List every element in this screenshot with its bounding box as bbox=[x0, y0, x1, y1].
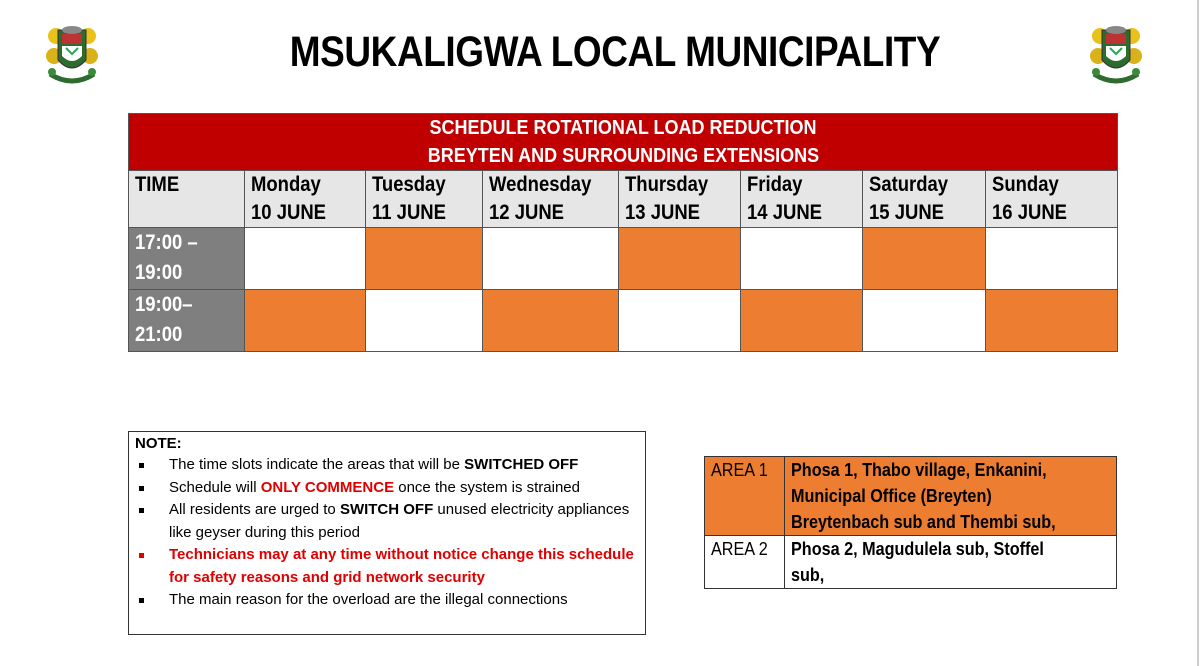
area-description bbox=[785, 536, 1117, 589]
note-item-warning: Technicians may at any time without notice change this schedule for safety reasons and grid network security bbox=[135, 544, 639, 589]
note-emphasis: SWITCHED OFF bbox=[464, 456, 579, 473]
schedule-cell bbox=[366, 228, 483, 290]
load-reduction-schedule-table bbox=[128, 113, 1118, 352]
day-header-monday bbox=[245, 171, 366, 228]
note-text: The time slots indicate the areas that will be bbox=[169, 456, 465, 473]
area-description-text: Phosa 2, Magudulela sub, Stoffel sub, bbox=[791, 539, 1044, 585]
schedule-cell bbox=[366, 290, 483, 352]
banner-line-2: BREYTEN AND SURROUNDING EXTENSIONS bbox=[427, 145, 819, 167]
day-header-sunday bbox=[986, 171, 1118, 228]
header-row bbox=[129, 171, 1118, 228]
schedule-cell bbox=[986, 228, 1118, 290]
day-name: Monday bbox=[251, 173, 321, 196]
time-header: TIME bbox=[135, 173, 180, 196]
note-text: All residents are urged to bbox=[169, 501, 340, 518]
day-date: 16 JUNE bbox=[992, 201, 1067, 224]
note-item: The main reason for the overload are the illegal connections bbox=[135, 589, 639, 612]
note-emphasis: SWITCH OFF bbox=[339, 501, 434, 518]
day-name: Wednesday bbox=[489, 173, 592, 196]
schedule-banner bbox=[129, 114, 1118, 171]
schedule-cell bbox=[619, 228, 741, 290]
day-header-friday bbox=[741, 171, 863, 228]
note-list bbox=[135, 454, 639, 612]
day-date: 15 JUNE bbox=[869, 201, 944, 224]
note-item bbox=[135, 477, 639, 500]
page-title: MSUKALIGWA LOCAL MUNICIPALITY bbox=[289, 28, 941, 76]
note-text: Schedule will bbox=[169, 478, 261, 496]
area-label-text: AREA 1 bbox=[711, 460, 768, 480]
day-date: 13 JUNE bbox=[625, 201, 700, 224]
time-slot-start: 19:00– bbox=[135, 293, 193, 316]
day-name: Friday bbox=[747, 173, 803, 196]
area-label-text: AREA 2 bbox=[711, 539, 768, 559]
day-header-saturday bbox=[863, 171, 986, 228]
schedule-cell bbox=[619, 290, 741, 352]
note-emphasis-red: ONLY COMMENCE bbox=[260, 478, 395, 496]
time-slot-label bbox=[129, 228, 245, 290]
area-description bbox=[785, 457, 1117, 536]
area-label bbox=[705, 536, 785, 589]
time-slot-row bbox=[129, 228, 1118, 290]
day-date: 10 JUNE bbox=[251, 201, 326, 224]
note-box bbox=[128, 431, 646, 635]
area-row bbox=[705, 457, 1117, 536]
schedule-cell bbox=[863, 290, 986, 352]
schedule-cell bbox=[741, 290, 863, 352]
schedule-cell bbox=[245, 228, 366, 290]
day-header-tuesday bbox=[366, 171, 483, 228]
schedule-cell bbox=[863, 228, 986, 290]
page-edge bbox=[1197, 0, 1199, 666]
day-date: 14 JUNE bbox=[747, 201, 822, 224]
note-item bbox=[135, 499, 639, 544]
area-row bbox=[705, 536, 1117, 589]
schedule-cell bbox=[483, 228, 619, 290]
time-slot-label bbox=[129, 290, 245, 352]
note-heading: NOTE: bbox=[135, 435, 182, 452]
schedule-cell bbox=[483, 290, 619, 352]
schedule-cell bbox=[986, 290, 1118, 352]
time-slot-end: 21:00 bbox=[135, 323, 183, 346]
time-slot-end: 19:00 bbox=[135, 261, 183, 284]
time-slot-row bbox=[129, 290, 1118, 352]
day-date: 12 JUNE bbox=[489, 201, 564, 224]
day-name: Sunday bbox=[992, 173, 1059, 196]
schedule-cell bbox=[245, 290, 366, 352]
area-table bbox=[704, 456, 1117, 589]
day-name: Tuesday bbox=[372, 173, 446, 196]
area-label bbox=[705, 457, 785, 536]
note-text: unused electricity appliances like geyser during this period bbox=[169, 501, 630, 541]
note-item bbox=[135, 454, 639, 477]
day-header-wednesday bbox=[483, 171, 619, 228]
time-header-cell bbox=[129, 171, 245, 228]
day-header-thursday bbox=[619, 171, 741, 228]
note-text: once the system is strained bbox=[394, 478, 580, 496]
day-name: Saturday bbox=[869, 173, 949, 196]
schedule-cell bbox=[741, 228, 863, 290]
day-date: 11 JUNE bbox=[372, 201, 446, 224]
time-slot-start: 17:00 – bbox=[135, 231, 198, 254]
area-description-text: Phosa 1, Thabo village, Enkanini, Municipal Office (Breyten) Breytenbach sub and Thembi sub, bbox=[791, 460, 1056, 532]
banner-line-1: SCHEDULE ROTATIONAL LOAD REDUCTION bbox=[429, 117, 817, 139]
day-name: Thursday bbox=[625, 173, 709, 196]
